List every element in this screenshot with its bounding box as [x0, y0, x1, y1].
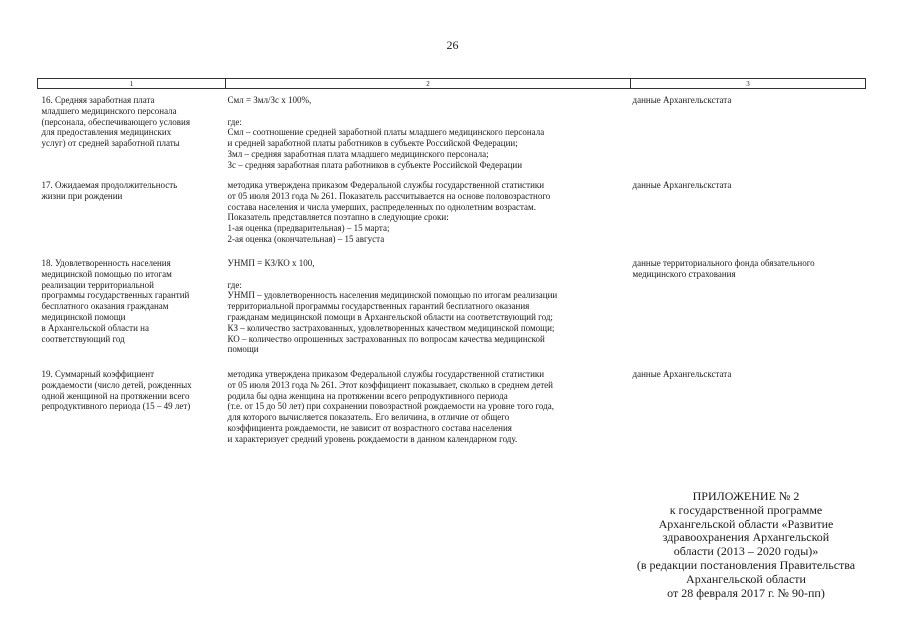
source-cell: данные Архангельскстата: [632, 369, 732, 379]
indicator-cell: 19. Суммарный коэффициент рождаемости (число детей, рожденных одной женщиной на протяжении всего репродуктивного периода (15 – 49 лет): [41, 369, 192, 412]
table-row: [38, 258, 866, 369]
table-row: [38, 89, 866, 181]
table-header-row: [38, 79, 866, 89]
source-cell: данные территориального фонда обязательного медицинского страхования: [632, 258, 815, 279]
column-header-2: 2: [226, 79, 631, 89]
column-header-1: 1: [38, 79, 226, 89]
method-cell: Смл = Змл/Зс х 100%, где: Смл – соотношение средней заработной платы младшего медицинского персонала и средней заработной платы работников в субъекте Российской Федерации; Змл – средняя заработная плата младшего медицинского персонала; Зс – средняя заработная плата работников в субъекте Российской Федерации: [227, 95, 545, 170]
indicator-cell: 16. Средняя заработная плата младшего медицинского персонала (персонала, обеспечивающего условия для предоставления медицинских услуг) от средней заработной платы: [41, 95, 190, 149]
indicator-cell: 17. Ожидаемая продолжительность жизни при рождении: [41, 180, 178, 201]
method-cell: методика утверждена приказом Федеральной службы государственной статистики от 05 июля 2013 года № 261. Показатель рассчитывается на основе половозрастного состава населения и числа умерших, распределенных по однолетним возрастам. Показатель представляется поэтапно в следующие сроки: 1-ая оценка (предварительная) – 15 марта; 2-ая оценка (окончательная) – 15 августа: [227, 180, 551, 244]
column-header-3: 3: [631, 79, 866, 89]
page-number: 26: [446, 38, 459, 52]
method-cell: УНМП = КЗ/КО х 100, где: УНМП – удовлетворенность населения медицинской помощью по итогам реализации территориальной программы государственных гарантий бесплатного оказания гражданам медицинской помощи в Архангельской области на соответствующий год; КЗ – количество застрахованных, удовлетворенных качеством медицинской помощи; КО – количество опрошенных застрахованных по вопросам качества медицинской помощи: [227, 258, 558, 355]
indicators-table: [37, 78, 866, 459]
indicator-cell: 18. Удовлетворенность населения медицинской помощью по итогам реализации территориальной программы государственных гарантий бесплатного оказания гражданам медицинской помощи в Архангельской области на соответствующий год: [41, 258, 190, 344]
source-cell: данные Архангельскстата: [632, 95, 732, 105]
table-row: [38, 180, 866, 258]
method-cell: методика утверждена приказом Федеральной службы государственной статистики от 05 июля 2013 года № 261. Этот коэффициент показывает, сколько в среднем детей родила бы одна женщина на протяжении всего репродуктивного периода (т.е. от 15 до 50 лет) при сохранении повозрастной рождаемости на уровне того года, для которого вычисляется показатель. Его величина, в отличие от общего коэффициента рождаемости, не зависит от возрастного состава населения и характеризует средний уровень рождаемости в данном календарном году.: [227, 369, 554, 444]
appendix-heading: ПРИЛОЖЕНИЕ № 2 к государственной программе Архангельской области «Развитие здравоохранения Архангельской области (2013 – 2020 годы)» (в редакции постановления Правительства Архангельской области от 28 февраля 2017 г. № 90-пп): [636, 489, 856, 600]
table-row: [38, 369, 866, 459]
source-cell: данные Архангельскстата: [632, 180, 732, 190]
